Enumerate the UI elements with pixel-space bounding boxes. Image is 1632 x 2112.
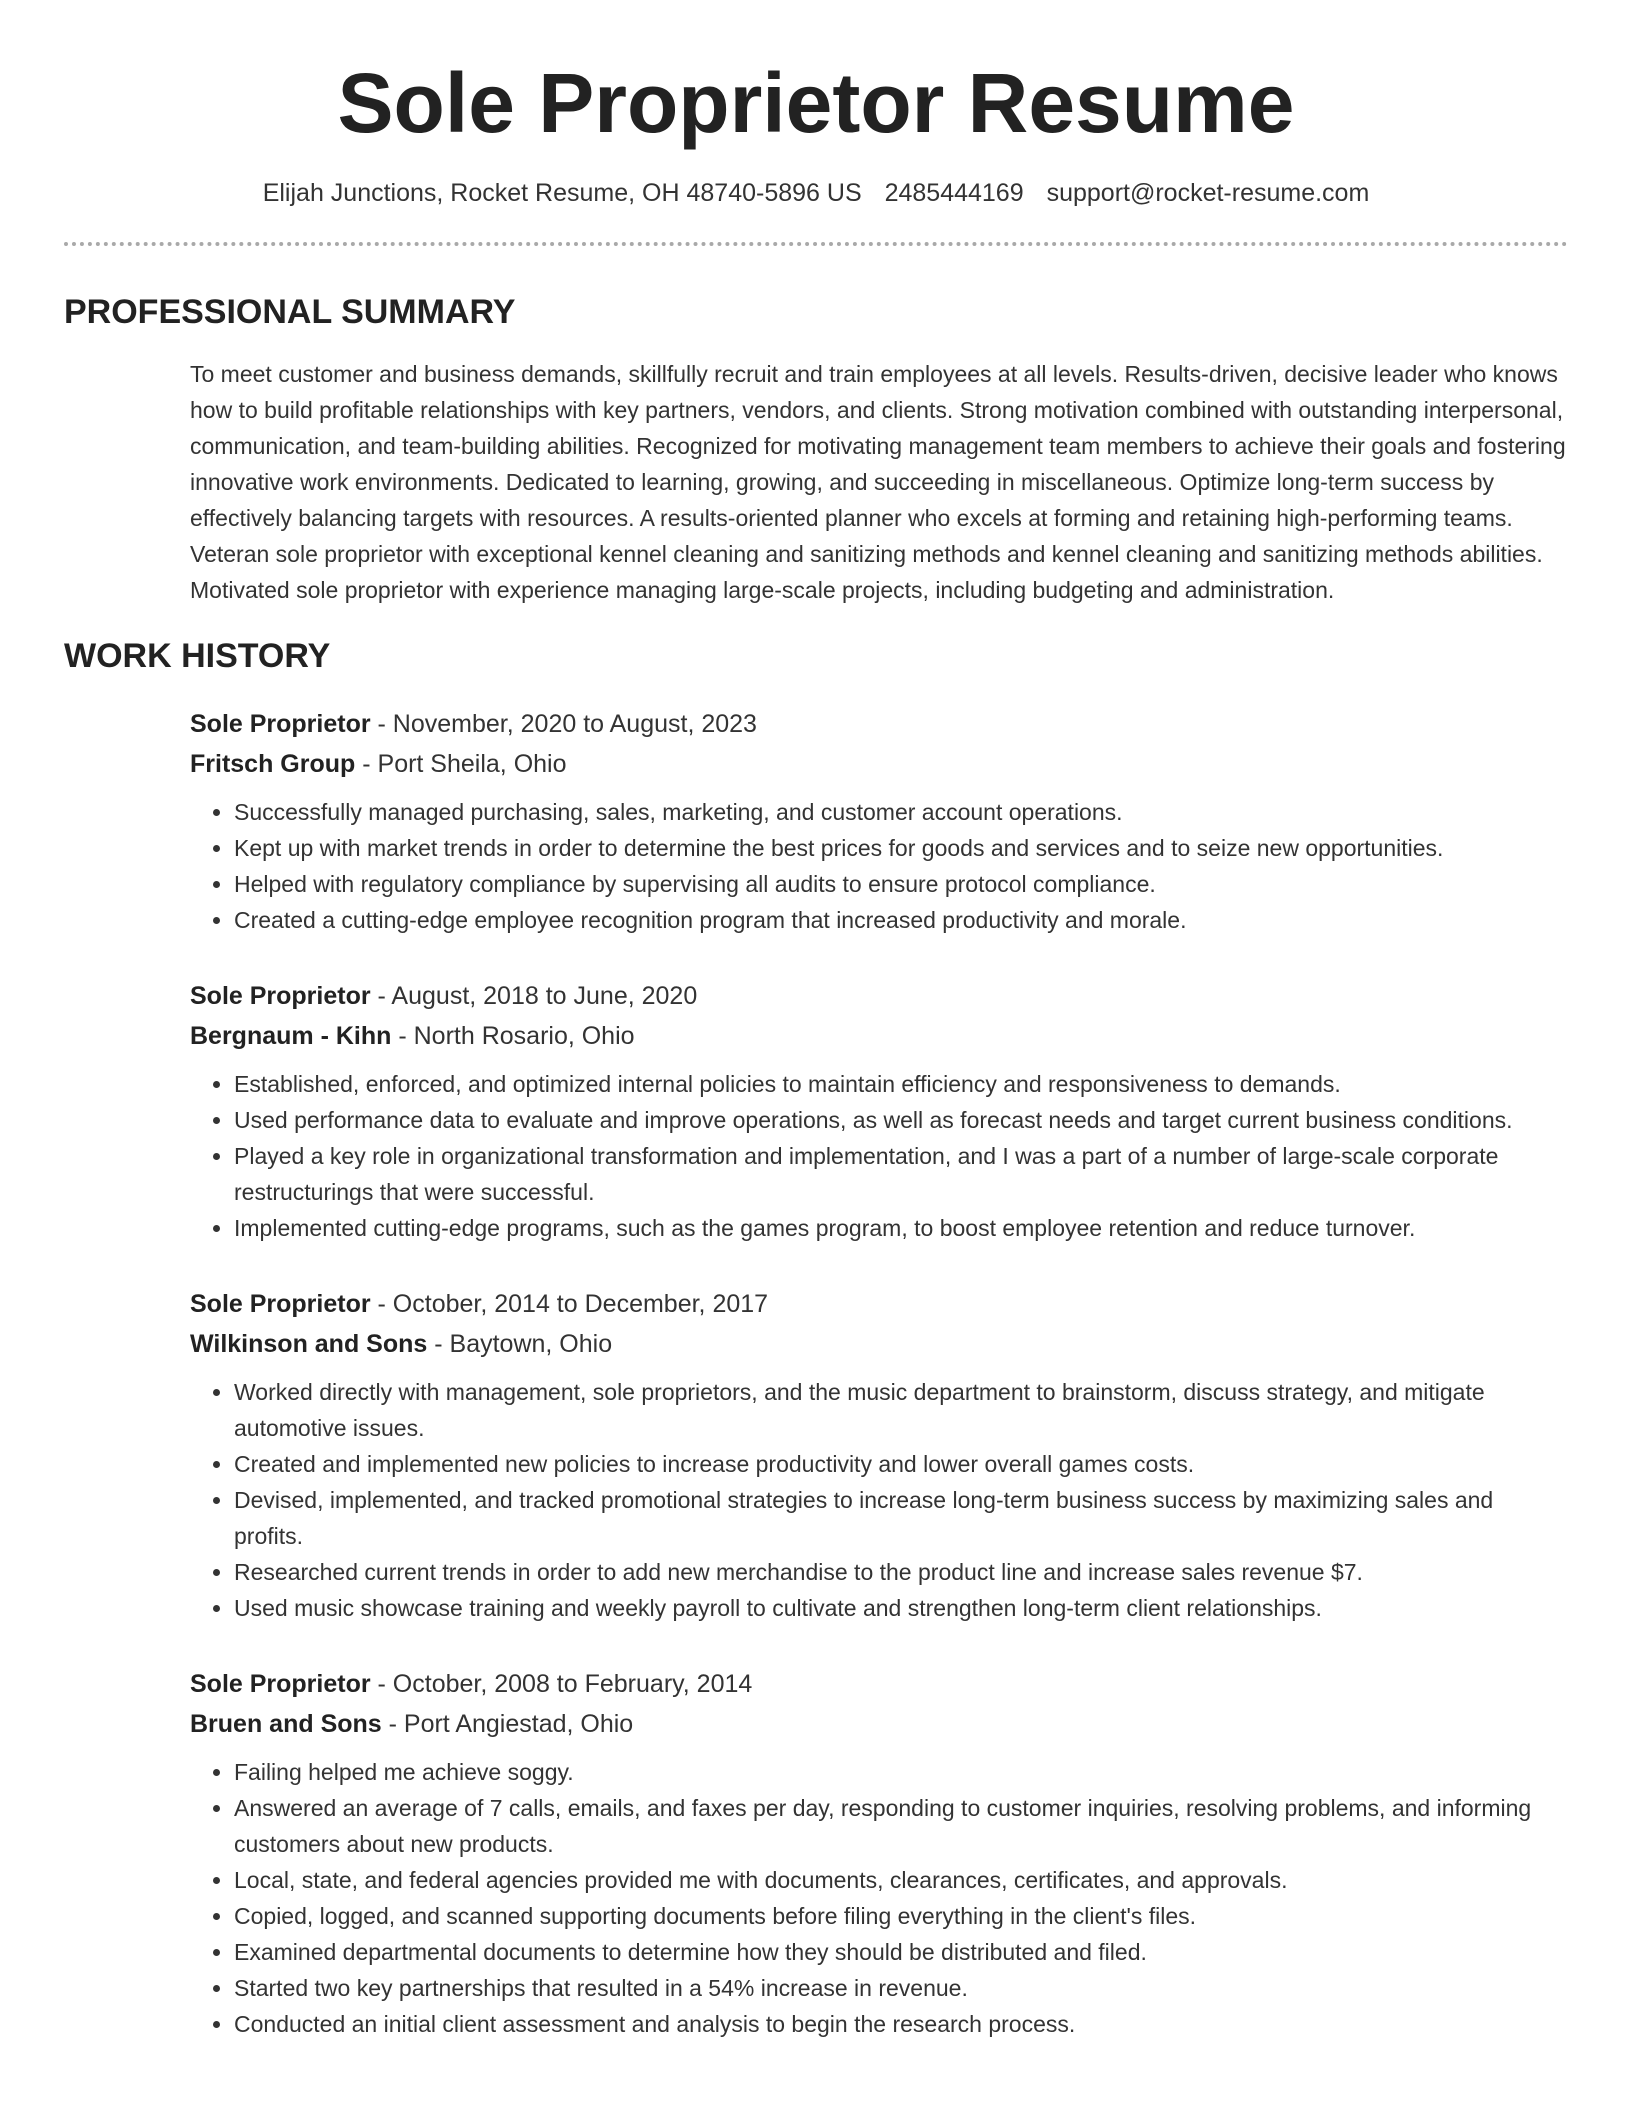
duty-item: • Used music showcase training and weekly payroll to cultivate and strengthen long-term client relationships. (234, 1590, 1568, 1626)
duty-item: • Implemented cutting-edge programs, such as the games program, to boost employee retention and reduce turnover. (234, 1210, 1568, 1246)
duty-list (190, 794, 1568, 938)
job-company: Bergnaum - Kihn (190, 1022, 392, 1050)
duty-item: • Kept up with market trends in order to determine the best prices for goods and services and to seize new opportunities. (234, 830, 1568, 866)
work-history-list (190, 704, 1568, 2042)
job-title: Sole Proprietor (190, 1670, 371, 1698)
dotted-divider (64, 242, 1568, 246)
contact-phone: 2485444169 (884, 179, 1024, 207)
job-dates: - November, 2020 to August, 2023 (370, 710, 757, 738)
job-entry (190, 976, 1568, 1246)
job-title-line (190, 1664, 1568, 1704)
work-history-heading: WORK HISTORY (64, 637, 331, 675)
duty-item: • Local, state, and federal agencies provided me with documents, clearances, certificates, and approvals. (234, 1862, 1568, 1898)
job-company-line (190, 1016, 1568, 1056)
job-title-line (190, 976, 1568, 1016)
job-company-line (190, 1324, 1568, 1364)
duty-item: • Failing helped me achieve soggy. (234, 1754, 1568, 1790)
duty-list (190, 1754, 1568, 2042)
job-title: Sole Proprietor (190, 982, 371, 1010)
duty-item: • Established, enforced, and optimized internal policies to maintain efficiency and responsiveness to demands. (234, 1066, 1568, 1102)
job-title: Sole Proprietor (190, 1290, 371, 1318)
job-title-line (190, 1284, 1568, 1324)
duty-item: • Helped with regulatory compliance by supervising all audits to ensure protocol compliance. (234, 866, 1568, 902)
duty-item: • Worked directly with management, sole proprietors, and the music department to brainstorm, discuss strategy, and mitigate automotive issues. (234, 1374, 1568, 1446)
duty-item: • Researched current trends in order to add new merchandise to the product line and increase sales revenue $7. (234, 1554, 1568, 1590)
duty-item: • Devised, implemented, and tracked promotional strategies to increase long-term business success by maximizing sales and profits. (234, 1482, 1568, 1554)
contact-address: Elijah Junctions, Rocket Resume, OH 48740-5896 US (262, 179, 862, 207)
resume-page (64, 0, 1568, 2042)
duty-item: • Created a cutting-edge employee recognition program that increased productivity and morale. (234, 902, 1568, 938)
job-location: - Port Angiestad, Ohio (381, 1710, 634, 1738)
duty-item: • Answered an average of 7 calls, emails, and faxes per day, responding to customer inquiries, resolving problems, and informing customers about new products. (234, 1790, 1568, 1862)
summary-heading: PROFESSIONAL SUMMARY (64, 293, 516, 331)
job-company: Wilkinson and Sons (190, 1330, 428, 1358)
page-title: Sole Proprietor Resume (337, 56, 1295, 150)
job-company-line (190, 1704, 1568, 1744)
duty-list (190, 1374, 1568, 1626)
contact-email: support@rocket-resume.com (1046, 179, 1370, 207)
duty-item: • Examined departmental documents to determine how they should be distributed and filed. (234, 1934, 1568, 1970)
job-location: - Port Sheila, Ohio (355, 750, 567, 778)
job-company: Fritsch Group (190, 750, 356, 778)
job-entry (190, 1284, 1568, 1626)
duty-item: • Created and implemented new policies to increase productivity and lower overall games costs. (234, 1446, 1568, 1482)
duty-item: • Used performance data to evaluate and improve operations, as well as forecast needs and target current business conditions. (234, 1102, 1568, 1138)
job-location: - North Rosario, Ohio (391, 1022, 635, 1050)
duty-item: • Copied, logged, and scanned supporting documents before filing everything in the client's files. (234, 1898, 1568, 1934)
job-title: Sole Proprietor (190, 710, 371, 738)
job-dates: - August, 2018 to June, 2020 (370, 982, 698, 1010)
summary-text: To meet customer and business demands, skillfully recruit and train employees at all levels. Results-driven, decisive leader who knows how to build profitable relationships with key partners, vendors, and clients. Strong motivation combined with outstanding interpersonal, communication, and team-building abilities. Recognized for motivating management team members to achieve their goals and fostering innovative work environments. Dedicated to learning, growing, and succeeding in miscellaneous. Optimize long-term success by effectively balancing targets with resources. A results-oriented planner who excels at forming and retaining high-performing teams. Veteran sole proprietor with exceptional kennel cleaning and sanitizing methods and kennel cleaning and sanitizing methods abilities. Motivated sole proprietor with experience managing large-scale projects, including budgeting and administration. (190, 361, 1566, 603)
duty-item: • Started two key partnerships that resulted in a 54% increase in revenue. (234, 1970, 1568, 2006)
duty-list (190, 1066, 1568, 1246)
job-entry (190, 704, 1568, 938)
job-dates: - October, 2014 to December, 2017 (370, 1290, 769, 1318)
job-entry (190, 1664, 1568, 2042)
duty-item: • Successfully managed purchasing, sales, marketing, and customer account operations. (234, 794, 1568, 830)
job-company: Bruen and Sons (190, 1710, 382, 1738)
job-dates: - October, 2008 to February, 2014 (370, 1670, 753, 1698)
duty-item: • Conducted an initial client assessment and analysis to begin the research process. (234, 2006, 1568, 2042)
job-company-line (190, 744, 1568, 784)
contact-line (64, 176, 1568, 210)
job-title-line (190, 704, 1568, 744)
duty-item: • Played a key role in organizational transformation and implementation, and I was a part of a number of large-scale corporate restructurings that were successful. (234, 1138, 1568, 1210)
job-location: - Baytown, Ohio (427, 1330, 613, 1358)
